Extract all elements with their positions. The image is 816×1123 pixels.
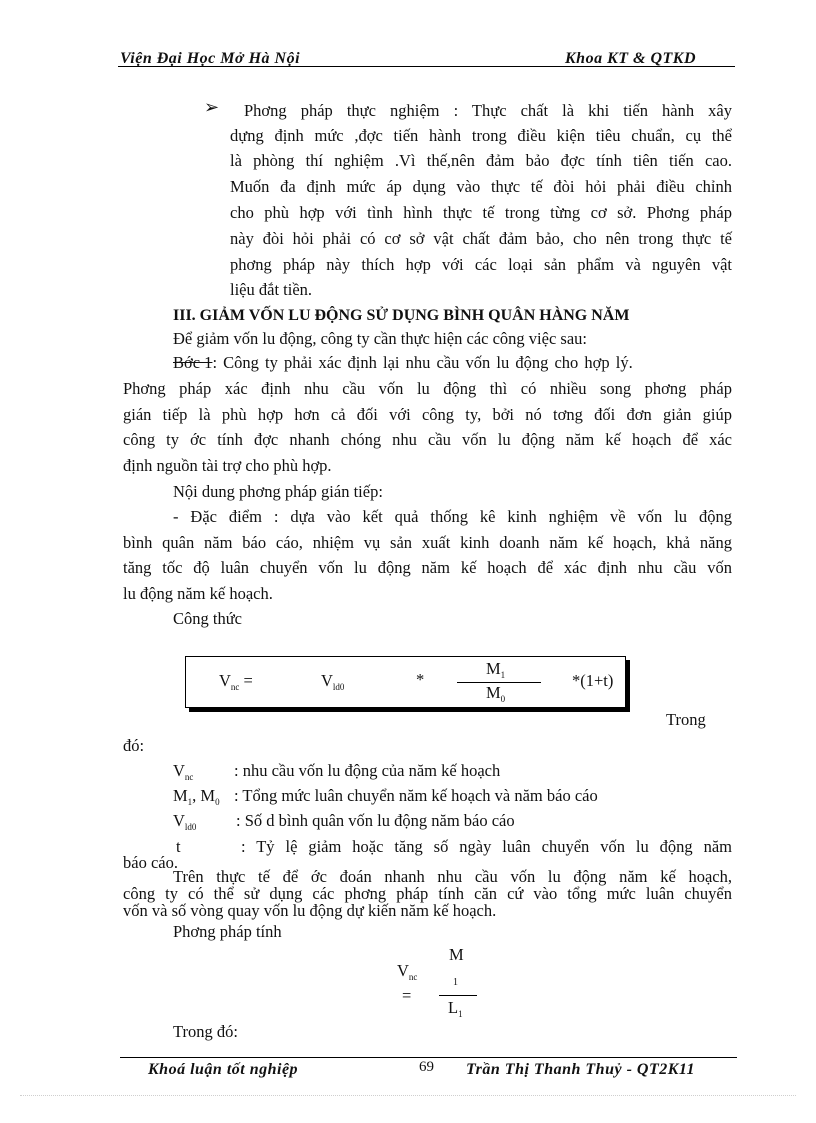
practice-line-3: vốn và số vòng quay vốn lu động dự kiến năm kế hoạch.	[123, 901, 497, 920]
page-bottom-divider	[20, 1095, 796, 1096]
trong-word: Trong	[666, 710, 706, 729]
def-tail: báo cáo.	[123, 853, 178, 872]
formula2-eq: =	[402, 986, 412, 1005]
step1-line-5: định nguồn tài trợ cho phù hợp.	[123, 456, 332, 475]
footer-right: Trần Thị Thanh Thuỷ - QT2K11	[466, 1061, 696, 1078]
def-vld0-symbol: $V_{ld0}$	[173, 811, 197, 832]
step1-first-rest: : Công ty phải xác định lại nhu cầu vốn lu động cho hợp lý.	[212, 353, 633, 372]
step1-label: Bớc 1	[173, 353, 213, 372]
bullet-line-8: liệu đắt tiền.	[230, 280, 313, 299]
formula-denominator: $M_0$	[486, 683, 506, 704]
footer-page-number: 69	[419, 1059, 434, 1075]
formula2-fraction-bar	[439, 995, 477, 996]
def-vnc-text: : nhu cầu vốn lu động của năm kế hoạch	[234, 761, 501, 780]
formula-vld0: $V_{ld0}$	[321, 671, 345, 692]
step1-line-2: Phơng pháp xác định nhu cầu vốn lu động thì có nhiều song phơng pháp	[123, 379, 732, 398]
step1-first-line	[173, 352, 732, 374]
formula2-denominator: $L_1$	[448, 998, 463, 1019]
def-vld0-text: : Số d bình quân vốn lu động năm báo cáo	[236, 811, 515, 830]
formula-label: Công thức	[173, 609, 242, 628]
header-rule	[118, 66, 735, 67]
trong-do-label: Trong đó:	[173, 1022, 238, 1041]
def-m-symbol: $M_1$, $M_0$	[173, 786, 220, 807]
bullet-line-6: này đòi hỏi phải có cơ sở vật chất đảm bảo, cho nên trong thực tế	[230, 229, 732, 248]
bullet-line-4: Muốn đa định mức áp dụng vào thực tế đòi hỏi phải điều chỉnh	[230, 177, 732, 196]
def-m-text: : Tổng mức luân chuyển năm kế hoạch và năm báo cáo	[234, 786, 598, 805]
bullet-arrow-icon: ➢	[204, 97, 220, 117]
practice-line-1: Trên thực tế để ớc đoán nhanh nhu cầu vốn lu động năm kế hoạch,	[173, 867, 732, 886]
formula-numerator: $M_1$	[486, 659, 506, 680]
feature-line-2: bình quân năm báo cáo, nhiệm vụ sản xuất kinh doanh năm kế hoạch, khả năng	[123, 533, 732, 552]
bullet-line-3: là phòng thí nghiệm .Vì thế,nên đảm bảo đợc tính tiên tiến cao.	[230, 151, 732, 170]
feature-line-1: - Đặc điểm : dựa vào kết quả thống kê kinh nghiệm về vốn lu động	[173, 507, 732, 526]
feature-line-3: tăng tốc độ luân chuyển vốn lu động năm kế hoạch để xác định nhu cầu vốn	[123, 558, 732, 577]
section-heading: III. GIẢM VỐN LU ĐỘNG SỬ DỤNG BÌNH QUÂN HÀNG NĂM	[173, 307, 630, 324]
bullet-line-7: phơng pháp này thích hợp với các loại sản phẩm và nguyên vật	[230, 255, 732, 274]
formula-times: *	[416, 670, 425, 689]
bullet-line-1: Phơng pháp thực nghiệm : Thực chất là khi tiến hành xây	[244, 101, 732, 120]
formula-tail: *(1+t)	[572, 671, 614, 690]
formula2-numerator: M	[449, 945, 464, 964]
footer-left: Khoá luận tốt nghiệp	[148, 1061, 299, 1078]
def-t-text: : Tỷ lệ giảm hoặc tăng số ngày luân chuyển vốn lu động năm	[241, 837, 732, 856]
formula2-lhs: $V_{nc}$	[397, 961, 418, 982]
indirect-title: Nội dung phơng pháp gián tiếp:	[173, 482, 383, 501]
bullet-line-5: cho phù hợp với tình hình thực tế trong từng cơ sở. Phơng pháp	[230, 203, 732, 222]
intro-line: Để giảm vốn lu động, công ty cần thực hiện các công việc sau:	[173, 329, 587, 348]
do-word: đó:	[123, 736, 145, 755]
header-left: Viện Đại Học Mở Hà Nội	[120, 50, 301, 67]
step1-line-3: gián tiếp là phù hợp hơn cả đối với công ty, bởi nó tơng đối đơn giản giúp	[123, 405, 732, 424]
formula-lhs: $V_{nc}$ =	[219, 671, 253, 692]
footer-rule	[120, 1057, 737, 1058]
formula-box	[185, 656, 626, 708]
formula2-one: 1	[453, 977, 458, 988]
bullet-line-2: dựng định mức ,đợc tiến hành trong điều kiện tiêu chuẩn, cụ thể	[230, 126, 732, 145]
step1-line-4: công ty ớc tính đợc nhanh chóng nhu cầu vốn lu động năm kế hoạch để xác	[123, 430, 732, 449]
feature-line-4: lu động năm kế hoạch.	[123, 584, 273, 603]
header-right: Khoa KT & QTKD	[565, 50, 697, 67]
def-vnc-symbol: $V_{nc}$	[173, 761, 194, 782]
practice-line-2: công ty có thể sử dụng các phơng pháp tính căn cứ vào tổng mức luân chuyển	[123, 884, 732, 903]
method-label: Phơng pháp tính	[173, 922, 282, 941]
def-t-symbol: t	[176, 837, 181, 856]
